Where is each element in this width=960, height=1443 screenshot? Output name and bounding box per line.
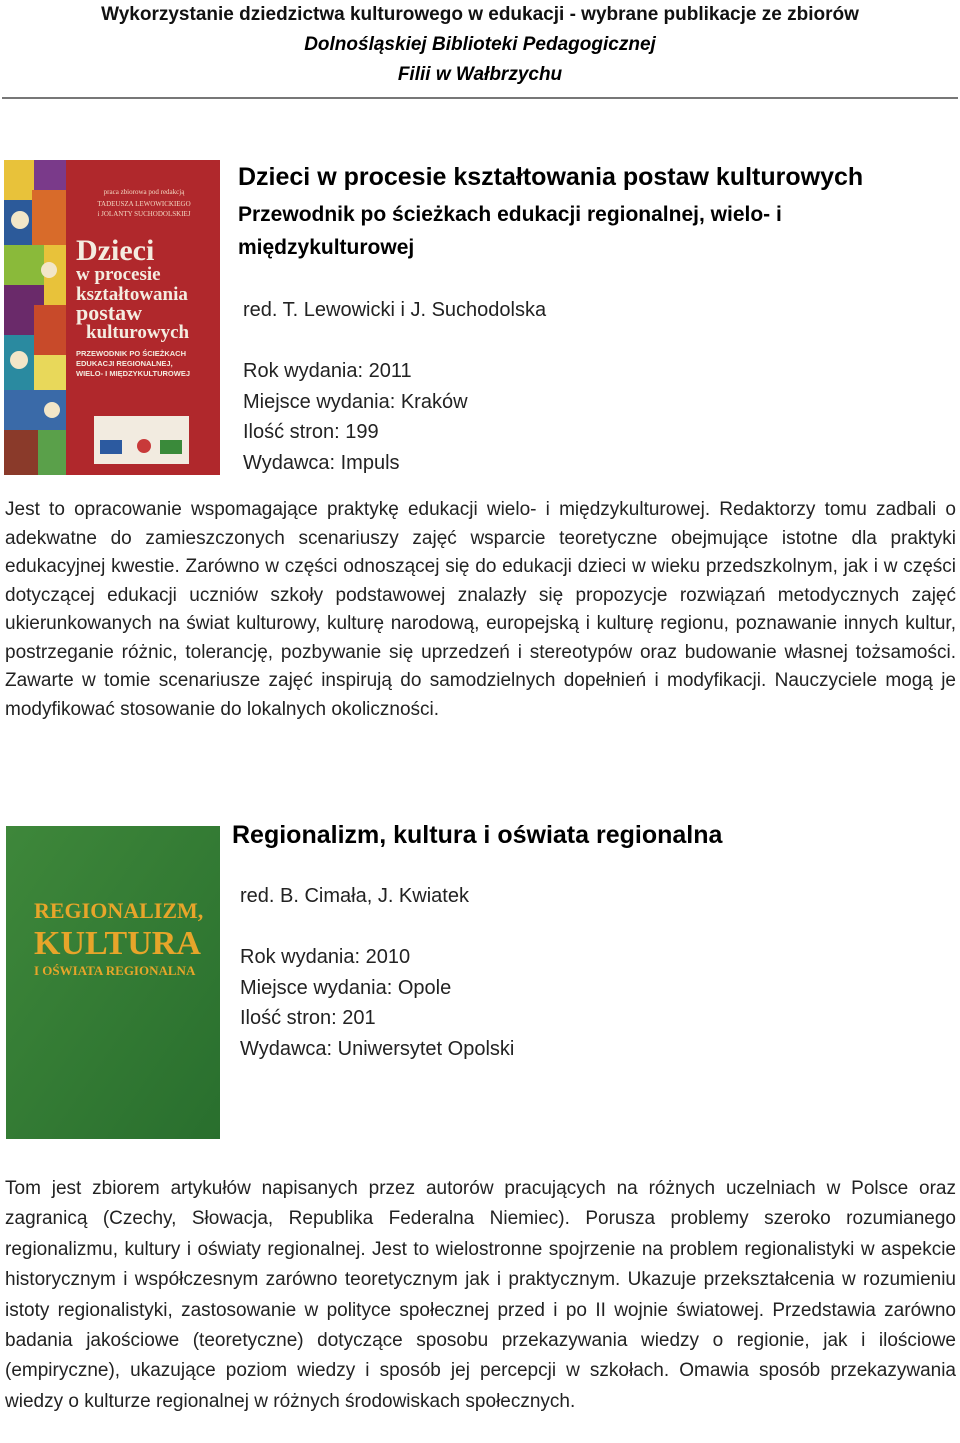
book-title-regionalizm: Regionalizm, kultura i oświata regionalna [232,821,723,849]
cover-title-line-1: Dzieci [76,234,155,267]
book-description-regionalizm: Tom jest zbiorem artykułów napisanych przez autorów pracujących na różnych uczelniach w Polsce oraz zagranicą (Czechy, Słowacja, Republika Federalna Niemiec). Porusza problemy szeroko rozumianego regionalizmu, kultury i oświaty regionalnej. Jest to wielostronne spojrzenie na problem regionalistyki w aspekcie historycznym i współczesnym zarówno teoretycznym jak i praktycznym. Ukazuje przekształcenia w rozumieniu istoty regionalistyki, zastosowanie w polityce społecznej przed i po II wojnie światowej. Przedstawia zarówno badania jakościowe (teoretyczne) dotyczące sposobu przekazywania wiedzy o regionie, jak i ilościowe (empiryczne), ukazujące poziom wiedzy i sposób jej percepcji w szkołach. Omawia sposób przekazywania wiedzy o kulturze regionalnej w różnych środowiskach społecznych. [5,1178,956,1412]
cover-line-2: KULTURA [34,925,201,962]
book-year: Rok wydania: 2010 [240,946,411,968]
svg-text:EDUKACJI REGIONALNEJ,: EDUKACJI REGIONALNEJ, [76,359,173,368]
book-cover-regionalizm [6,826,220,1139]
book-pages: Ilość stron: 201 [240,1007,376,1029]
book-cover-regionalizm-art [6,826,220,1139]
book-publisher: Wydawca: Uniwersytet Opolski [240,1037,515,1060]
book-publisher: Wydawca: Impuls [243,451,400,474]
book-editors-dzieci: red. T. Lewowicki i J. Suchodolska [243,299,547,321]
book-place: Miejsce wydania: Opole [240,976,452,999]
svg-text:PRZEWODNIK PO ŚCIEŻKACH: PRZEWODNIK PO ŚCIEŻKACH [76,349,187,358]
header-line-3: Filii w Wałbrzychu [397,64,563,85]
book-editors-regionalizm: red. B. Cimała, J. Kwiatek [240,885,469,907]
book-title-dzieci: Dzieci w procesie kształtowania postaw kulturowych [238,163,864,191]
book-subtitle-line-1: Przewodnik po ścieżkach edukacji regionalnej, wielo- i [238,203,782,226]
book-pages: Ilość stron: 199 [243,421,379,443]
header-divider [2,97,958,99]
book-year: Rok wydania: 2011 [243,360,412,382]
svg-text:TADEUSZA LEWOWICKIEGO: TADEUSZA LEWOWICKIEGO [97,200,191,208]
book-cover-dzieci-art [4,160,220,475]
cover-line-3: I OŚWIATA REGIONALNA [34,963,196,978]
book-meta-dzieci [243,356,468,478]
document-header [0,0,960,90]
book-description-dzieci: Jest to opracowanie wspomagające praktykę edukacji wielo- i międzykulturowej. Redaktorzy tomu zadbali o adekwatne do zamieszczonych scenariuszy zajęć wsparcie teoretyczne obejmujące istotne dla praktyki edukacyjnej kwestie. Zarówno w części odnoszącej się do edukacji dzieci w wieku przedszkolnym, jak i w części dotyczącej edukacji uczniów szkoły podstawowej znalazły się propozycje rozwiązań metodycznych zajęć ukierunkowanych na świat kulturowy, kulturę narodową, europejską i kulturę regionu, poznawanie innych kultur, postrzeganie różnic, tolerancję, pozbywanie się uprzedzeń i stereotypów oraz budowanie własnej tożsamości. Zawarte w tomie scenariusze zajęć inspirują do samodzielnych dopełnień i modyfikacji. Nauczyciele mogą je modyfikować stosowanie do lokalnych okoliczności. [5,499,956,720]
svg-text:WIELO- I MIĘDZYKULTUROWEJ: WIELO- I MIĘDZYKULTUROWEJ [76,369,191,378]
svg-text:w procesie: w procesie [76,264,161,285]
book-cover-dzieci [4,160,220,475]
svg-text:i JOLANTY SUCHODOLSKIEJ: i JOLANTY SUCHODOLSKIEJ [97,210,191,218]
header-line-2: Dolnośląskiej Biblioteki Pedagogicznej [304,34,656,55]
svg-text:kulturowych: kulturowych [86,322,190,343]
cover-line-1: REGIONALIZM, [34,898,204,923]
svg-text:kształtowania: kształtowania [76,284,188,305]
book-place: Miejsce wydania: Kraków [243,390,468,413]
book-meta-regionalizm [240,942,514,1064]
cover-top-text: praca zbiorowa pod redakcją [103,188,185,196]
book-subtitle-line-2: międzykulturowej [238,236,415,259]
header-line-1: Wykorzystanie dziedzictwa kulturowego w edukacji - wybrane publikacje ze zbiorów [101,4,859,25]
svg-text:postaw: postaw [76,300,143,325]
